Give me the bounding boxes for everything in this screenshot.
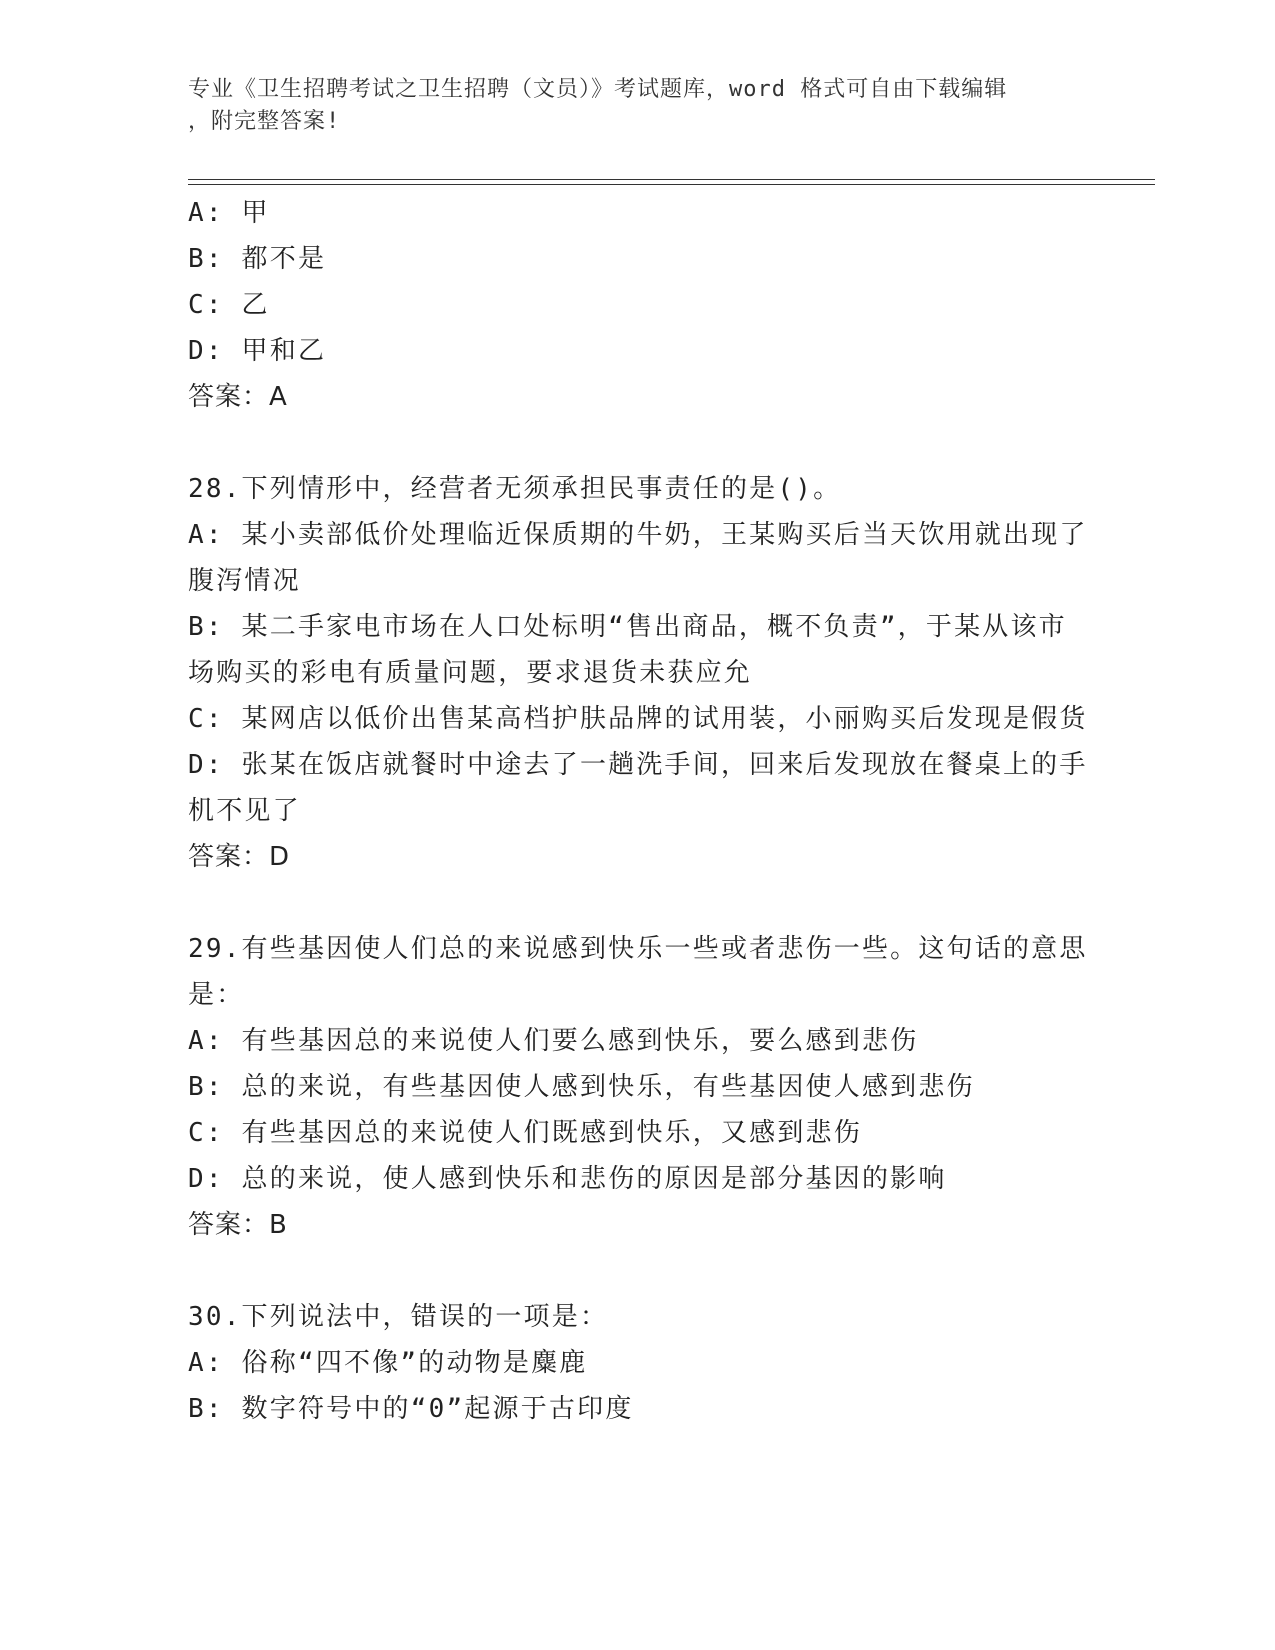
document-header [188, 74, 1088, 138]
answer-label: 答案：B [188, 1210, 288, 1240]
question-body [188, 190, 1088, 1432]
option-d: D: 张某在饭店就餐时中途去了一趟洗手间，回来后发现放在餐桌上的手机不见了 [188, 750, 1088, 826]
option-d: D: 总的来说，使人感到快乐和悲伤的原因是部分基因的影响 [188, 1164, 947, 1194]
answer-label: 答案：A [188, 382, 288, 412]
option-a: A: 甲 [188, 198, 270, 228]
header-rule-bottom [188, 184, 1155, 185]
spacer [188, 880, 1088, 926]
question-stem: 30.下列说法中，错误的一项是： [188, 1302, 609, 1332]
option-b: B: 都不是 [188, 244, 327, 274]
spacer [188, 1248, 1088, 1294]
option-a: A: 某小卖部低价处理临近保质期的牛奶，王某购买后当天饮用就出现了腹泻情况 [188, 520, 1088, 596]
header-line-2: ，附完整答案! [188, 109, 341, 134]
option-c: C: 乙 [188, 290, 270, 320]
option-a: A: 有些基因总的来说使人们要么感到快乐，要么感到悲伤 [188, 1026, 919, 1056]
question-27-options [188, 190, 1088, 420]
question-28 [188, 466, 1088, 880]
question-stem: 28.下列情形中，经营者无须承担民事责任的是()。 [188, 474, 842, 504]
question-29 [188, 926, 1088, 1248]
option-b: B: 某二手家电市场在人口处标明“售出商品，概不负责”，于某从该市场购买的彩电有质量问题，要求退货未获应允 [188, 612, 1067, 688]
header-line-1: 专业《卫生招聘考试之卫生招聘（文员）》考试题库，word 格式可自由下载编辑 [188, 77, 1008, 102]
header-rule-top [188, 179, 1155, 180]
question-stem: 29.有些基因使人们总的来说感到快乐一些或者悲伤一些。这句话的意思是： [188, 934, 1088, 1010]
answer-label: 答案：D [188, 842, 291, 872]
option-b: B: 总的来说，有些基因使人感到快乐，有些基因使人感到悲伤 [188, 1072, 975, 1102]
option-b: B: 数字符号中的“0”起源于古印度 [188, 1394, 634, 1424]
option-d: D: 甲和乙 [188, 336, 327, 366]
question-30 [188, 1294, 1088, 1432]
option-c: C: 某网店以低价出售某高档护肤品牌的试用装，小丽购买后发现是假货 [188, 704, 1088, 734]
option-c: C: 有些基因总的来说使人们既感到快乐，又感到悲伤 [188, 1118, 862, 1148]
spacer [188, 420, 1088, 466]
option-a: A: 俗称“四不像”的动物是麋鹿 [188, 1348, 588, 1378]
